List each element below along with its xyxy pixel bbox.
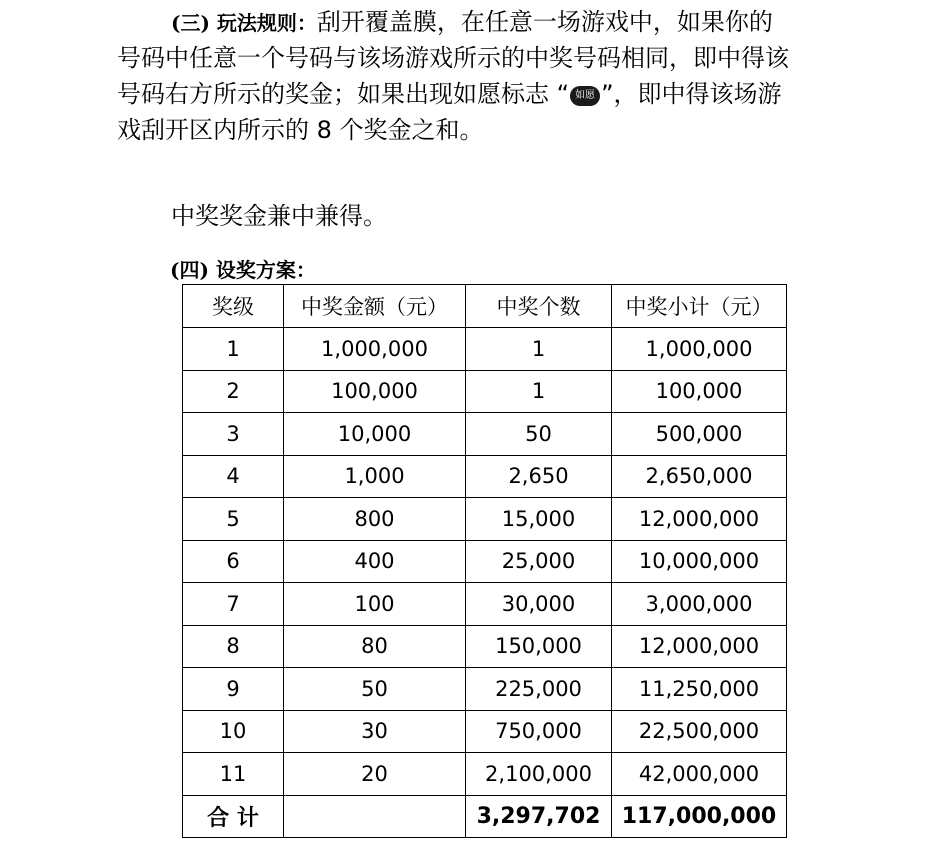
cell-amount: 10,000 bbox=[284, 413, 466, 456]
cell-amount: 80 bbox=[284, 625, 466, 668]
cell-level: 3 bbox=[183, 413, 284, 456]
cell-count: 150,000 bbox=[466, 625, 612, 668]
cell-subtotal: 12,000,000 bbox=[612, 498, 787, 541]
table-total-row bbox=[183, 795, 787, 838]
header-subtotal: 中奖小计（元） bbox=[612, 285, 787, 328]
total-count: 3,297,702 bbox=[466, 795, 612, 838]
table-header-row bbox=[183, 285, 787, 328]
table-row bbox=[183, 710, 787, 753]
cell-level: 9 bbox=[183, 668, 284, 711]
cell-subtotal: 2,650,000 bbox=[612, 455, 787, 498]
cell-level: 5 bbox=[183, 498, 284, 541]
cell-subtotal: 1,000,000 bbox=[612, 328, 787, 371]
cell-amount: 1,000,000 bbox=[284, 328, 466, 371]
total-subtotal: 117,000,000 bbox=[612, 795, 787, 838]
table-row bbox=[183, 328, 787, 371]
cell-count: 225,000 bbox=[466, 668, 612, 711]
prize-plan-heading: (四) 设奖方案： bbox=[170, 258, 316, 282]
cell-subtotal: 22,500,000 bbox=[612, 710, 787, 753]
prize-note: 中奖奖金兼中兼得。 bbox=[171, 202, 387, 230]
cell-amount: 100 bbox=[284, 583, 466, 626]
table-row bbox=[183, 413, 787, 456]
cell-subtotal: 10,000,000 bbox=[612, 540, 787, 583]
cell-subtotal: 12,000,000 bbox=[612, 625, 787, 668]
table-row bbox=[183, 668, 787, 711]
cell-level: 11 bbox=[183, 753, 284, 796]
rules-line-1 bbox=[117, 4, 817, 40]
cell-amount: 800 bbox=[284, 498, 466, 541]
table-row bbox=[183, 540, 787, 583]
cell-amount: 400 bbox=[284, 540, 466, 583]
cell-level: 8 bbox=[183, 625, 284, 668]
cell-amount: 1,000 bbox=[284, 455, 466, 498]
cell-subtotal: 100,000 bbox=[612, 370, 787, 413]
rules-line-4: 戏刮开区内所示的 8 个奖金之和。 bbox=[117, 116, 484, 144]
cell-count: 25,000 bbox=[466, 540, 612, 583]
cell-count: 2,650 bbox=[466, 455, 612, 498]
table-row bbox=[183, 498, 787, 541]
cell-count: 1 bbox=[466, 328, 612, 371]
cell-level: 1 bbox=[183, 328, 284, 371]
rules-line-1-text: 刮开覆盖膜，在任意一场游戏中，如果你的 bbox=[316, 8, 773, 36]
cell-amount: 50 bbox=[284, 668, 466, 711]
cell-subtotal: 3,000,000 bbox=[612, 583, 787, 626]
table-row bbox=[183, 625, 787, 668]
cell-amount: 30 bbox=[284, 710, 466, 753]
table-row bbox=[183, 370, 787, 413]
cell-count: 50 bbox=[466, 413, 612, 456]
cell-count: 15,000 bbox=[466, 498, 612, 541]
cell-subtotal: 500,000 bbox=[612, 413, 787, 456]
rules-line-3-start: 号码右方所示的奖金；如果出现如愿标志 “ bbox=[117, 80, 570, 108]
header-level: 奖级 bbox=[183, 285, 284, 328]
rules-line-3-end: ”，即中得该场游 bbox=[601, 80, 782, 108]
cell-level: 6 bbox=[183, 540, 284, 583]
rules-line-3 bbox=[117, 76, 817, 112]
header-amount: 中奖金额（元） bbox=[284, 285, 466, 328]
table-row bbox=[183, 455, 787, 498]
cell-level: 4 bbox=[183, 455, 284, 498]
cell-count: 2,100,000 bbox=[466, 753, 612, 796]
rules-heading: (三) 玩法规则： bbox=[171, 11, 317, 35]
cell-amount: 100,000 bbox=[284, 370, 466, 413]
table-row bbox=[183, 583, 787, 626]
cell-subtotal: 42,000,000 bbox=[612, 753, 787, 796]
total-label: 合 计 bbox=[183, 795, 284, 838]
total-amount bbox=[284, 795, 466, 838]
wish-symbol-icon: 如愿 bbox=[570, 86, 600, 106]
cell-subtotal: 11,250,000 bbox=[612, 668, 787, 711]
cell-count: 1 bbox=[466, 370, 612, 413]
cell-level: 7 bbox=[183, 583, 284, 626]
table-row bbox=[183, 753, 787, 796]
prize-table bbox=[182, 284, 787, 838]
cell-count: 30,000 bbox=[466, 583, 612, 626]
rules-paragraph bbox=[117, 4, 817, 148]
cell-level: 10 bbox=[183, 710, 284, 753]
rules-line-2: 号码中任意一个号码与该场游戏所示的中奖号码相同，即中得该 bbox=[117, 44, 789, 72]
header-count: 中奖个数 bbox=[466, 285, 612, 328]
cell-amount: 20 bbox=[284, 753, 466, 796]
cell-count: 750,000 bbox=[466, 710, 612, 753]
cell-level: 2 bbox=[183, 370, 284, 413]
